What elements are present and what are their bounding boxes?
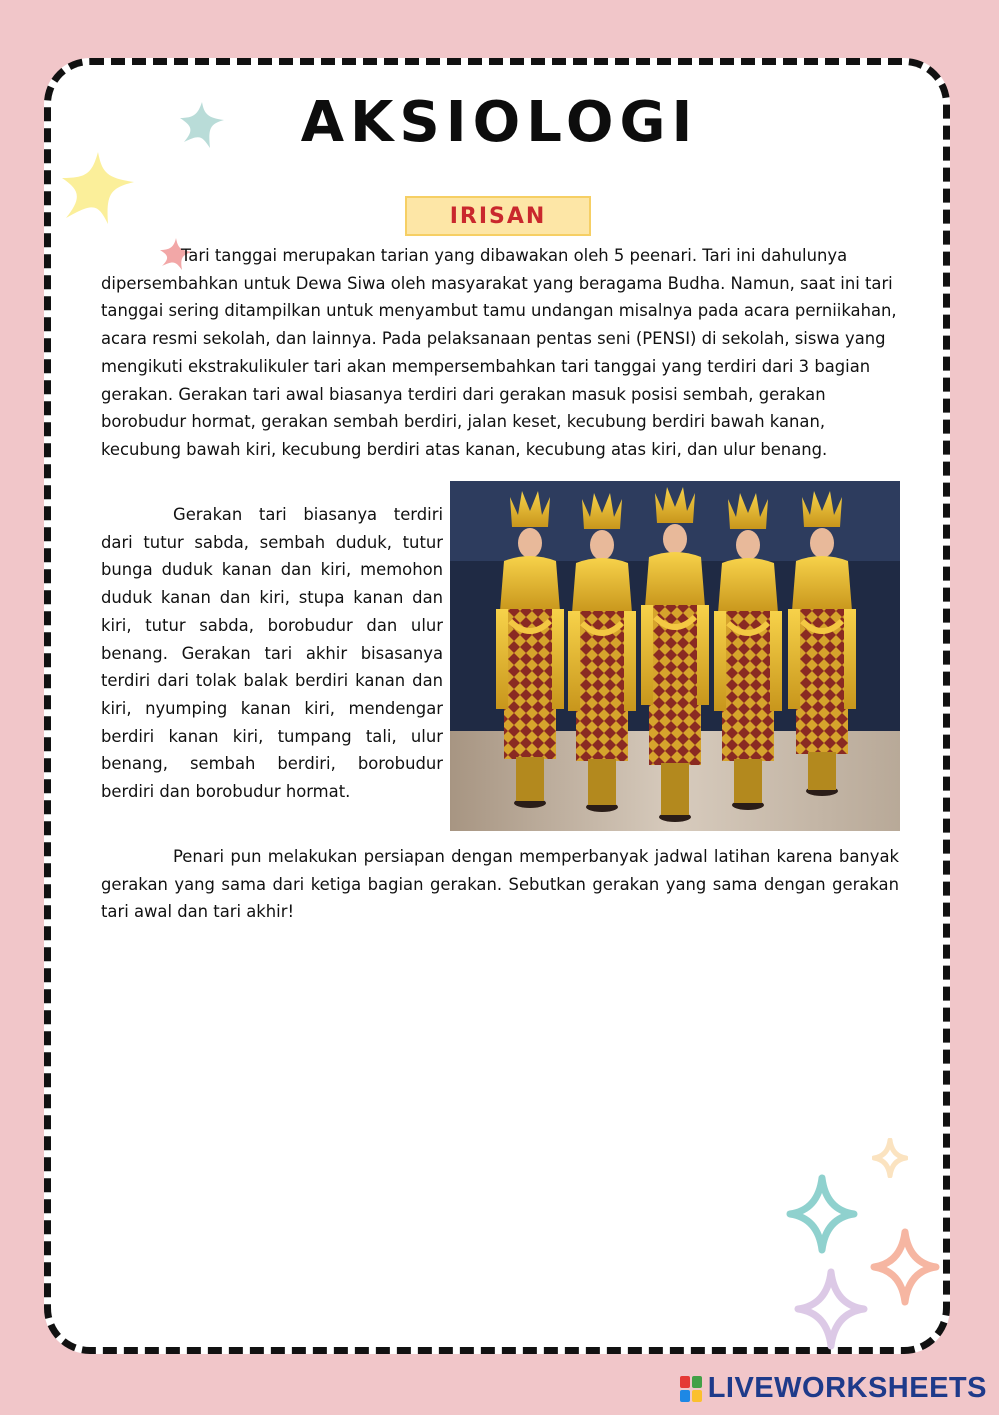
section-badge-label: IRISAN (449, 203, 547, 229)
star-icon (58, 148, 138, 228)
watermark-text: LIVEWORKSHEETS (707, 1372, 987, 1404)
paragraph-intro-first-line: Tari tanggai merupakan tarian yang dibawakan oleh 5 peenari. Tari ini dahulunya (181, 246, 848, 265)
sparkle-icon (786, 1174, 858, 1254)
liveworksheets-watermark (680, 1372, 987, 1405)
page-title: AKSIOLOGI (300, 90, 699, 155)
sparkle-icon (794, 1268, 868, 1350)
sparkle-icon (870, 1228, 940, 1306)
paragraph-intro-rest: dipersembahkan untuk Dewa Siwa oleh masyarakat yang beragama Budha. Namun, saat ini tari tanggai sering ditampilkan untuk menyambut tamu undangan misalnya pada acara perniikahan, acara resmi sekolah, dan lainnya. Pada pelaksanaan pentas seni (PENSI) di sekolah, siswa yang mengikuti ekstrakulikuler tari akan mempersembahkan tari tanggai yang terdiri dari 3 bagian gerakan. Gerakan tari awal biasanya terdiri dari gerakan masuk posisi sembah, gerakan borobudur hormat, gerakan sembah berdiri, jalan keset, kecubung berdiri bawah kanan, kecubung bawah kiri, kecubung berdiri atas kanan, kecubung atas kiri, dan ulur benang. (101, 273, 897, 459)
paragraph-intro (101, 242, 901, 464)
paragraph-question: Penari pun melakukan persiapan dengan memperbanyak jadwal latihan karena banyak gerakan yang sama dari ketiga bagian gerakan. Sebutkan gerakan yang sama dengan gerakan tari awal dan tari akhir! (101, 847, 899, 922)
paragraph-movements: Gerakan tari biasanya terdiri dari tutur sabda, sembah duduk, tutur bunga duduk kanan dan kiri, memohon duduk kanan dan kiri, stupa kanan dan kiri, tutur sabda, borobudur dan ulur benang. Gerakan tari akhir bisasanya terdiri dari tolak balak berdiri kanan dan kiri, nyumping kanan kiri, mendengar berdiri kanan kiri, tumpang tali, ulur benang, sembah berdiri, borobudur berdiri dan borobudur hormat. (101, 505, 443, 802)
section-badge (405, 196, 591, 236)
tanggai-dancers-photo (450, 481, 900, 831)
sparkle-icon (872, 1138, 908, 1178)
liveworksheets-logo-icon (680, 1376, 702, 1402)
